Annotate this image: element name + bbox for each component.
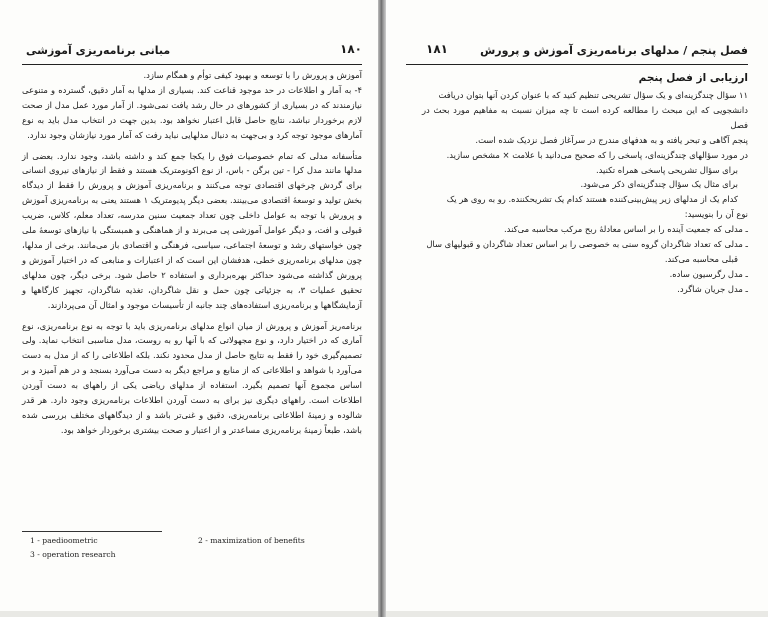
text-line: در مورد سؤالهای چندگزینه‌ای، پاسخی را که صحیح می‌دانید با علامت × مشخص سازید. xyxy=(446,149,748,160)
text-line: پنجم آگاهی و تبحر یافته و به هدفهای مندرج در سرآغاز فصل نزدیک شده است. xyxy=(475,134,748,145)
right-page xyxy=(386,0,768,617)
right-body-text xyxy=(422,70,748,297)
footnote-2: 2 - maximization of benefits xyxy=(198,536,305,545)
paragraph: متأسفانه مدلی که تمام خصوصیات فوق را یکجا جمع کند و داشته باشد، وجود ندارد. بعضی از مدلها مانند مدل کرا - تین برگن - باس، از نوع اکونومتریک هستند و فقط از نیازهای نیروی انسانی برای گردش چرخهای اقتصادی توجه می‌کنند و برنامه‌ریزی آموزش و پرورش را فقط از دیدگاه بخش تولید و توسعهٔ اقتصادی می‌بینند. بعضی دیگر پدیومتریک ۱ هستند یعنی به برنامه‌ریزی آموزش و پرورش با توجه به عوامل داخلی چون تعداد جمعیت سنین مدرسه، تعداد معلم، کلاس، ضریب قبولی و افت، و دیگر عوامل آموزشی پی می‌برند و از هماهنگی و همبستگی با نیازهای توسعهٔ ملی چون خواستهای رشد و توسعهٔ اجتماعی، سیاسی، فرهنگی و اقتصادی باز می‌مانند. برخی از مدلها، چون مدلهای برنامه‌ریزی خطی، هدفشان این است که از اعتبارات و منابعی که در اختیار آموزش و پرورش گذاشته می‌شود حداکثر بهره‌برداری و استفاده ۲ حاصل شود. برخی دیگر، چون مدلهای تحقیق عملیات ۳، به جزئیاتی چون حمل و نقل شاگردان، تغذیه شاگردان، تجهیز کارگاهها و آزمایشگاهها و برنامه‌ریزی استفاده‌های چند جانبه از تأسیسات موجود و امثال آن می‌پردازند. xyxy=(22,150,362,310)
paragraph: آموزش و پرورش را با توسعه و بهبود کیفی توأم و همگام سازد. xyxy=(143,70,362,80)
list-item: ـ مدل رگرسیون ساده. xyxy=(669,268,748,279)
scan-edge-right xyxy=(386,611,768,617)
list-item: قبلی محاسبه می‌کند. xyxy=(664,253,738,264)
book-gutter xyxy=(378,0,386,617)
paragraph: برنامه‌ریز آموزش و پرورش از میان انواع مدلهای برنامه‌ریزی باید با توجه به نوع برنامه‌ریزی، نوع آماری که در اختیار دارد، و نوع مجهولاتی که با آنها رو به روست، مدل مناسبی انتخاب نماید. ولی تصمیم‌گیری خود را فقط به نتایج حاصل از مدل محدود نکند. بلکه اطلاعاتی را که از مدل به دست می‌آورد با شواهد و اطلاعاتی که از منابع و مراجع دیگر به دست می‌آورد بسنجد و در هم آمیزد و بر اساس مجموع آنها تصمیم بگیرد. استفاده از مدلهای ریاضی یکی از راههای به دست آوردن اطلاعات است. راههای دیگری نیز برای به دست آوردن اطلاعات برنامه‌ریزی وجود دارد. هر قدر شالوده و زمینهٔ اطلاعاتی برنامه‌ریزی، دقیق و غنی‌تر باشد و از دیدگاههای مختلف بررسی شده باشد، طبعاً زمینهٔ برنامه‌ریزی مساعدتر و از اعتبار و صحت بیشتری برخوردار خواهد بود. xyxy=(22,320,362,435)
list-item: ـ مدلی که جمعیت آینده را بر اساس معادلهٔ ربح مرکب محاسبه می‌کند. xyxy=(504,224,748,235)
page-number-left: ۱۸۰ xyxy=(340,42,362,56)
running-title-right: فصل پنجم / مدلهای برنامه‌ریزی آموزش و پرورش xyxy=(480,44,748,57)
section-title: ارزیابی از فصل پنجم xyxy=(638,72,748,84)
text-line: برای سؤال تشریحی پاسخی همراه تکنید. xyxy=(596,164,738,175)
header-rule-left xyxy=(22,64,362,65)
text-line: برای مثال یک سؤال چندگزینه‌ای ذکر می‌شود. xyxy=(580,179,738,190)
paragraph: ۴- به آمار و اطلاعات در حد موجود قناعت کند. بسیاری از مدلها به آمار دقیق، گسترده و متنوعی نیازمندند که در بسیاری از کشورهای در حال رشد یافت نمی‌شود. از آمار مورد عمل مدل از صحت لازم برخوردار نباشد، نتایج حاصل قابل اعتبار نخواهد بود. بدین جهت در انتخاب مدل باید به نوع آمارهای موجود توجه کرد و بی‌جهت به دنبال مدلهایی نباید رفت که آمار مورد نیازشان وجود ندارد. xyxy=(22,84,362,140)
left-page-header xyxy=(22,44,362,62)
text-line: نوع آن را بنویسید: xyxy=(684,209,748,220)
footnote-rule xyxy=(22,531,162,532)
list-item: ـ مدل جریان شاگرد. xyxy=(677,283,748,294)
list-item: ـ مدلی که تعداد شاگردان گروه سنی به خصوصی را بر اساس تعداد شاگردان و قبولیهای سال xyxy=(426,239,748,250)
footnote-3: 3 - operation research xyxy=(30,550,116,559)
page-number-right: ۱۸۱ xyxy=(426,42,448,56)
scan-edge-left xyxy=(0,611,378,617)
right-page-header xyxy=(406,44,748,62)
left-body-text xyxy=(22,68,362,438)
footnote-1: 1 - paedioometric xyxy=(30,536,98,545)
left-page xyxy=(0,0,378,617)
running-title-left: مبانی برنامه‌ریزی آموزشی xyxy=(26,44,171,57)
text-line: دانشجویی که این مبحث را مطالعه کرده است تا چه میزان نسبت به مفاهیم مورد بحث در فصل xyxy=(422,104,748,130)
text-line: ۱۱ سؤال چندگزینه‌ای و یک سؤال تشریحی تنظیم کنید که با عنوان کردن آنها بتوان دریافت xyxy=(438,90,748,100)
header-rule-right xyxy=(406,64,748,65)
text-line: کدام یک از مدلهای زیر پیش‌بینی‌کننده هستند کدام یک تشریحکننده. رو به روی هر یک xyxy=(446,194,738,205)
footnotes xyxy=(22,536,362,566)
